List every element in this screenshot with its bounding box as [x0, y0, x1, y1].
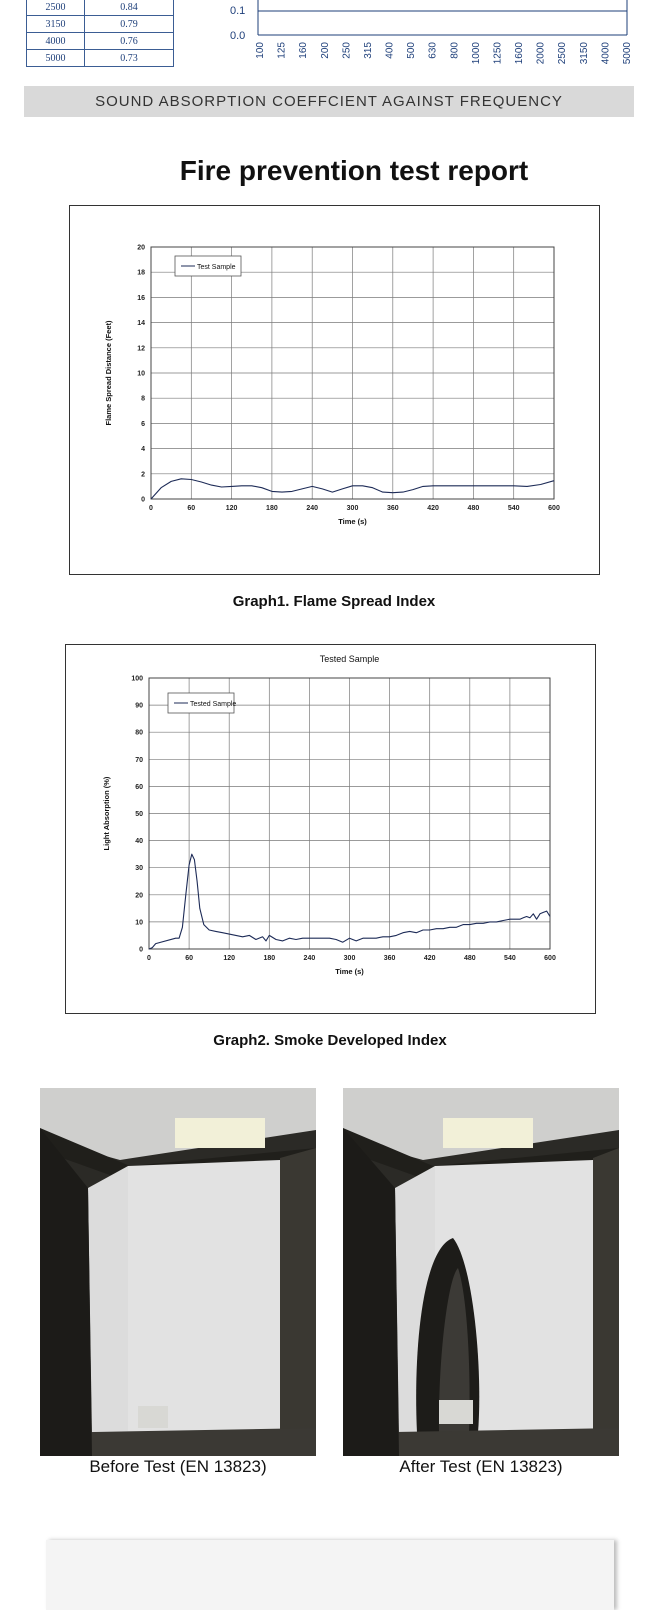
x-tick-label: 300 — [343, 955, 356, 962]
coefficient-cell: 0.84 — [85, 0, 174, 16]
x-tick-label: 0 — [149, 505, 153, 512]
y-tick-label: 50 — [135, 811, 143, 818]
before-test-photo — [40, 1088, 316, 1456]
x-tick-label: 420 — [427, 505, 439, 512]
flame-spread-graph-frame — [69, 205, 600, 575]
y-tick-label: 100 — [131, 675, 143, 683]
y-tick-label: 0 — [139, 946, 143, 954]
y-tick-label: 20 — [135, 892, 143, 900]
y-tick-label: 18 — [137, 269, 145, 277]
x-tick-label: 0 — [147, 955, 151, 962]
chart-title: Tested Sample — [319, 654, 380, 664]
y-tick-label: 12 — [137, 345, 145, 353]
table-row — [27, 0, 174, 16]
smoke-developed-graph-frame — [65, 644, 596, 1014]
y-tick-label: 30 — [135, 865, 143, 873]
absorption-x-tick: 100 — [255, 42, 266, 59]
graph1-caption: Graph1. Flame Spread Index — [232, 593, 436, 610]
absorption-x-tick: 630 — [427, 42, 439, 59]
x-tick-label: 540 — [507, 505, 520, 512]
flame-spread-chart — [70, 206, 599, 574]
x-tick-label: 180 — [266, 505, 278, 512]
absorption-x-tick: 2500 — [557, 42, 569, 65]
x-tick-label: 300 — [346, 505, 359, 512]
legend-label: Tested Sample — [190, 701, 237, 708]
absorption-x-tick: 2000 — [535, 42, 547, 65]
table-row — [27, 50, 174, 67]
sound-absorption-banner — [24, 86, 634, 117]
absorption-x-tick: 5000 — [622, 42, 633, 65]
frequency-cell: 3150 — [27, 16, 85, 33]
x-tick-label: 240 — [303, 955, 316, 962]
absorption-x-tick: 4000 — [600, 42, 612, 65]
frequency-cell: 2500 — [27, 0, 85, 16]
y-tick-label: 10 — [137, 370, 145, 378]
x-tick-label: 600 — [548, 505, 560, 512]
y-tick-label: 0 — [141, 496, 145, 504]
x-tick-label: 60 — [187, 505, 196, 512]
y-tick-label: 4 — [141, 446, 145, 454]
y-tick-label: 40 — [135, 838, 143, 846]
absorption-x-tick: 1000 — [470, 42, 482, 65]
y-tick-label: 20 — [137, 244, 145, 252]
x-axis-label: Time (s) — [338, 517, 367, 526]
x-tick-label: 120 — [223, 955, 236, 962]
after-test-photo — [343, 1088, 619, 1456]
absorption-x-tick: 1250 — [492, 42, 504, 65]
table-row — [27, 33, 174, 50]
x-tick-label: 420 — [423, 955, 436, 962]
x-tick-label: 60 — [185, 955, 193, 962]
x-tick-label: 360 — [383, 955, 396, 962]
x-tick-label: 240 — [306, 505, 319, 512]
page-title: Fire prevention test report — [179, 155, 529, 186]
banner-text: SOUND ABSORPTION COEFFCIENT AGAINST FREQUENCY — [95, 93, 563, 110]
frequency-cell: 5000 — [27, 50, 85, 67]
absorption-x-tick: 400 — [384, 42, 396, 59]
y-tick-label: 8 — [141, 395, 145, 403]
frequency-table — [26, 0, 174, 67]
chart-legend — [168, 693, 236, 713]
absorption-x-tick: 500 — [406, 42, 418, 59]
x-tick-label: 480 — [467, 505, 480, 512]
graph2-caption: Graph2. Smoke Developed Index — [213, 1032, 447, 1049]
legend-label: Test Sample — [197, 264, 236, 271]
x-tick-label: 480 — [463, 955, 476, 962]
y-tick-label: 6 — [141, 420, 145, 428]
smoke-developed-chart — [66, 645, 595, 1013]
x-axis-label: Time (s) — [335, 967, 364, 976]
y-tick-label: 90 — [135, 702, 143, 710]
frequency-cell: 4000 — [27, 33, 85, 50]
y-tick-label: 14 — [137, 320, 145, 328]
y-tick-label: 80 — [135, 729, 143, 737]
absorption-x-tick: 125 — [276, 42, 288, 59]
y-tick-label: 16 — [137, 294, 145, 302]
y-axis-label: Flame Spread Distance (Feet) — [104, 320, 113, 426]
absorption-x-tick: 250 — [341, 42, 353, 59]
absorption-x-tick: 1600 — [514, 42, 526, 65]
absorption-y-tick: 0.0 — [230, 30, 246, 42]
y-axis-label: Light Absorption (%) — [102, 776, 111, 851]
absorption-x-tick: 315 — [362, 42, 374, 59]
absorption-chart — [220, 0, 640, 72]
y-tick-label: 2 — [141, 471, 145, 479]
y-tick-label: 60 — [135, 783, 143, 791]
coefficient-cell: 0.73 — [85, 50, 174, 67]
absorption-x-tick: 200 — [319, 42, 331, 59]
chart-legend — [175, 256, 241, 276]
x-tick-label: 540 — [504, 955, 516, 962]
coefficient-cell: 0.79 — [85, 16, 174, 33]
x-tick-label: 120 — [225, 505, 238, 512]
table-row — [27, 16, 174, 33]
y-tick-label: 10 — [135, 919, 143, 927]
absorption-y-tick: 0.1 — [230, 5, 246, 17]
absorption-x-tick: 160 — [298, 42, 310, 59]
after-test-caption: After Test (EN 13823) — [399, 1457, 563, 1476]
coefficient-cell: 0.76 — [85, 33, 174, 50]
absorption-x-tick: 3150 — [578, 42, 590, 65]
before-test-caption: Before Test (EN 13823) — [89, 1457, 267, 1476]
x-tick-label: 600 — [544, 955, 556, 962]
x-tick-label: 180 — [263, 955, 276, 962]
x-tick-label: 360 — [386, 505, 399, 512]
y-tick-label: 70 — [135, 756, 143, 764]
absorption-x-tick: 800 — [449, 42, 461, 59]
